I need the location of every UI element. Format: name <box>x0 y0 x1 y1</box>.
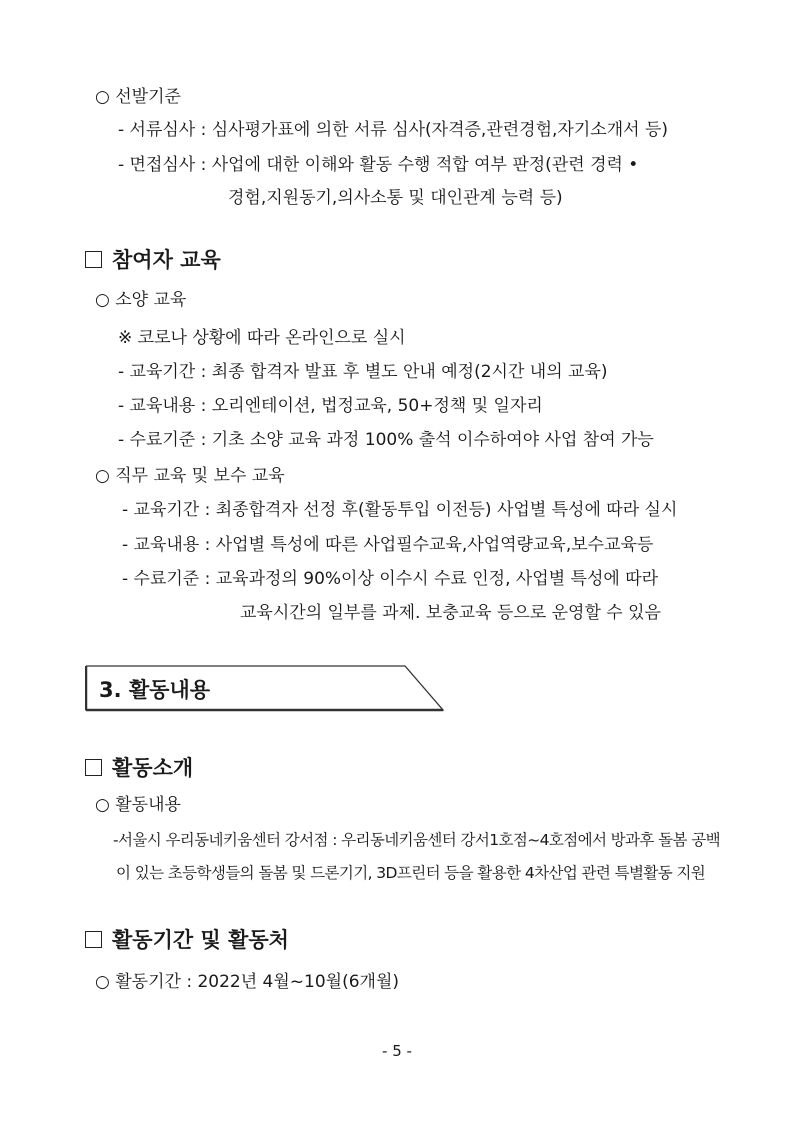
basic-education-heading: ○ 소양 교육 <box>95 290 187 310</box>
intro-sub-heading: ○ 활동내용 <box>95 795 181 815</box>
period-heading <box>85 926 289 954</box>
intro-heading <box>85 754 193 782</box>
selection-heading: ○ 선발기준 <box>95 87 181 107</box>
page-number: - 5 - <box>382 1042 412 1060</box>
intro-line: -서울시 우리동네키움센터 강서점 : 우리동네키움센터 강서1호점~4호점에서 방과후 돌봄 공백 <box>113 831 720 849</box>
selection-continuation: 경험,지원동기,의사소통 및 대인관계 능력 등) <box>228 188 563 208</box>
period-heading-text: 활동기간 및 활동처 <box>112 928 289 952</box>
intro-line: 이 있는 초등학생들의 돌봄 및 드론기기, 3D프린터 등을 활용한 4차산업 관련 특별활동 지원 <box>116 864 706 882</box>
job-education-heading: ○ 직무 교육 및 보수 교육 <box>95 466 285 486</box>
selection-item: - 서류심사 : 심사평가표에 의한 서류 심사(자격증,관련경험,자기소개서 등) <box>118 120 668 140</box>
job-education-continuation: 교육시간의 일부를 과제. 보충교육 등으로 운영할 수 있음 <box>240 603 661 623</box>
section-title: 3. 활동내용 <box>99 678 211 702</box>
basic-education-item: - 교육기간 : 최종 합격자 발표 후 별도 안내 예정(2시간 내의 교육) <box>118 362 608 382</box>
checkbox-square-icon <box>85 759 102 776</box>
basic-education-item: - 교육내용 : 오리엔테이션, 법정교육, 50+정책 및 일자리 <box>118 396 543 416</box>
job-education-item: - 수료기준 : 교육과정의 90%이상 이수시 수료 인정, 사업별 특성에 따라 <box>122 569 659 589</box>
job-education-item: - 교육내용 : 사업별 특성에 따른 사업필수교육,사업역량교육,보수교육등 <box>122 535 654 555</box>
basic-education-item: - 수료기준 : 기초 소양 교육 과정 100% 출석 이수하여야 사업 참여 가능 <box>118 430 654 450</box>
basic-education-note: ※ 코로나 상황에 따라 온라인으로 실시 <box>118 328 406 348</box>
education-heading <box>85 246 221 274</box>
checkbox-square-icon <box>85 251 102 268</box>
period-item: ○ 활동기간 : 2022년 4월~10월(6개월) <box>95 972 400 992</box>
job-education-item: - 교육기간 : 최종합격자 선정 후(활동투입 이전등) 사업별 특성에 따라 실시 <box>122 500 678 520</box>
checkbox-square-icon <box>85 931 102 948</box>
section-title-box <box>85 664 445 712</box>
selection-item: - 면접심사 : 사업에 대한 이해와 활동 수행 적합 여부 판정(관련 경력 • <box>118 155 639 175</box>
intro-heading-text: 활동소개 <box>112 756 194 780</box>
education-heading-text: 참여자 교육 <box>112 248 221 272</box>
